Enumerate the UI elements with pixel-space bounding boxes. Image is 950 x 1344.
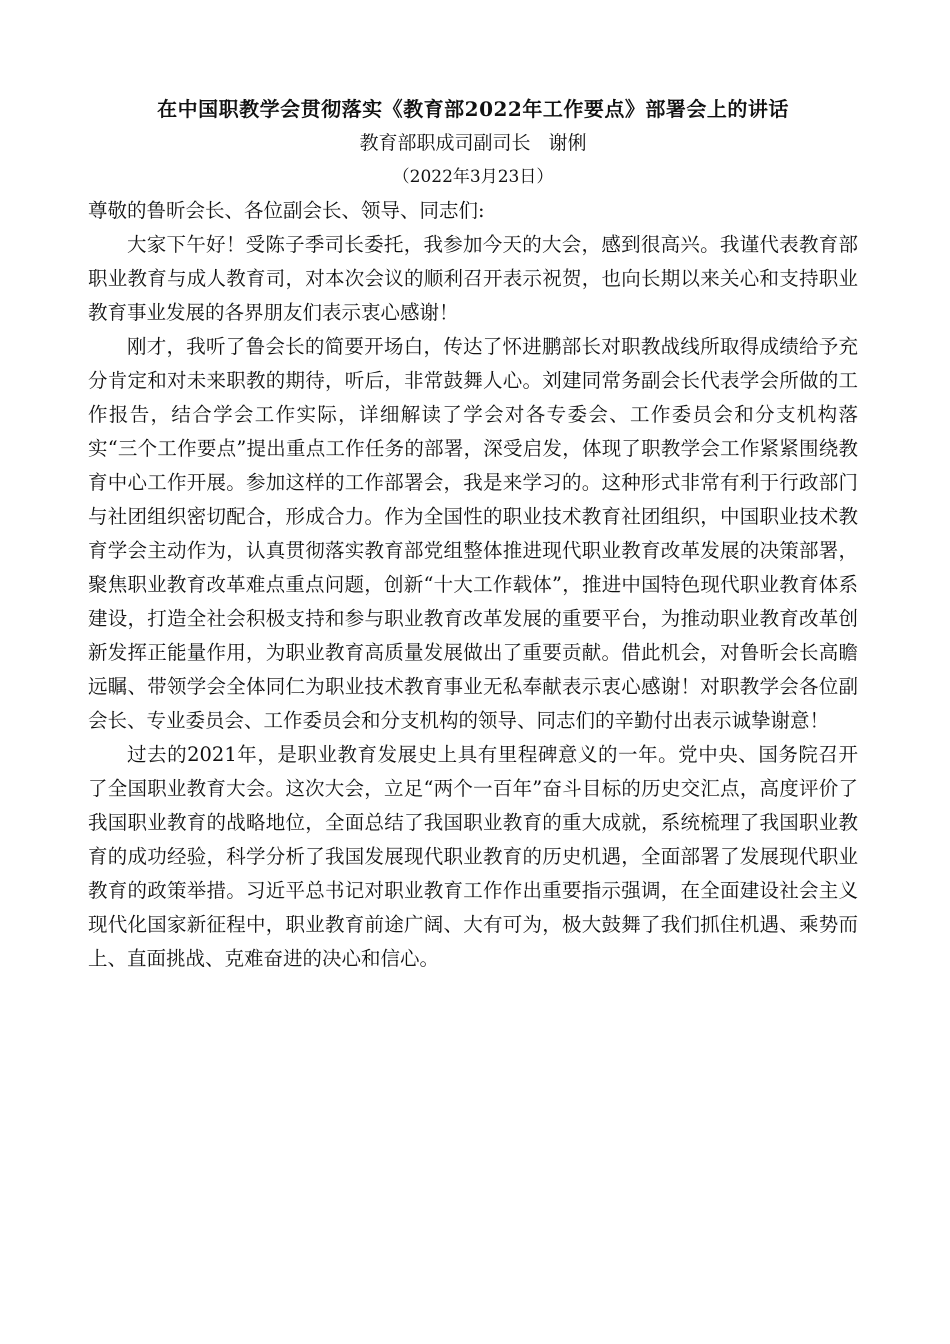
paragraph-2: 刚才，我听了鲁会长的简要开场白，传达了怀进鹏部长对职教战线所取得成绩给予充分肯定和对未来职教的期待，听后，非常鼓舞人心。刘建同常务副会长代表学会所做的工作报告，结合学会工作实际，详细解读了学会对各专委会、工作委员会和分支机构落实“三个工作要点”提出重点工作任务的部署，深受启发，体现了职教学会工作紧紧围绕教育中心工作开展。参加这样的工作部署会，我是来学习的。这种形式非常有利于行政部门与社团组织密切配合，形成合力。作为全国性的职业技术教育社团组织，中国职业技术教育学会主动作为，认真贯彻落实教育部党组整体推进现代职业教育改革发展的决策部署，聚焦职业教育改革难点重点问题，创新“十大工作载体”，推进中国特色现代职业教育体系建设，打造全社会积极支持和参与职业教育改革发展的重要平台，为推动职业教育改革创新发挥正能量作用，为职业教育高质量发展做出了重要贡献。借此机会，对鲁昕会长高瞻远瞩、带领学会全体同仁为职业技术教育事业无私奉献表示衷心感谢！对职教学会各位副会长、专业委员会、工作委员会和分支机构的领导、同志们的辛勤付出表示诚挚谢意！ [88, 335, 858, 732]
document-author: 教育部职成司副司长 谢俐 [359, 132, 587, 154]
document-page [88, 92, 858, 976]
salutation: 尊敬的鲁昕会长、各位副会长、领导、同志们: [88, 199, 485, 222]
document-date: （2022年3月23日） [392, 167, 554, 187]
paragraph-1: 大家下午好！受陈子季司长委托，我参加今天的大会，感到很高兴。我谨代表教育部职业教育与成人教育司，对本次会议的顺利召开表示祝贺，也向长期以来关心和支持职业教育事业发展的各界朋友们表示衷心感谢！ [88, 233, 858, 324]
document-title: 在中国职教学会贯彻落实《教育部2022年工作要点》部署会上的讲话 [157, 97, 789, 121]
paragraph-3: 过去的2021年，是职业教育发展史上具有里程碑意义的一年。党中央、国务院召开了全国职业教育大会。这次大会，立足“两个一百年”奋斗目标的历史交汇点，高度评价了我国职业教育的战略地位，全面总结了我国职业教育的重大成就，系统梳理了我国职业教育的成功经验，科学分析了我国发展现代职业教育的历史机遇，全面部署了发展现代职业教育的政策举措。习近平总书记对职业教育工作作出重要指示强调，在全面建设社会主义现代化国家新征程中，职业教育前途广阔、大有可为，极大鼓舞了我们抓住机遇、乘势而上、直面挑战、克难奋进的决心和信心。 [88, 743, 858, 970]
